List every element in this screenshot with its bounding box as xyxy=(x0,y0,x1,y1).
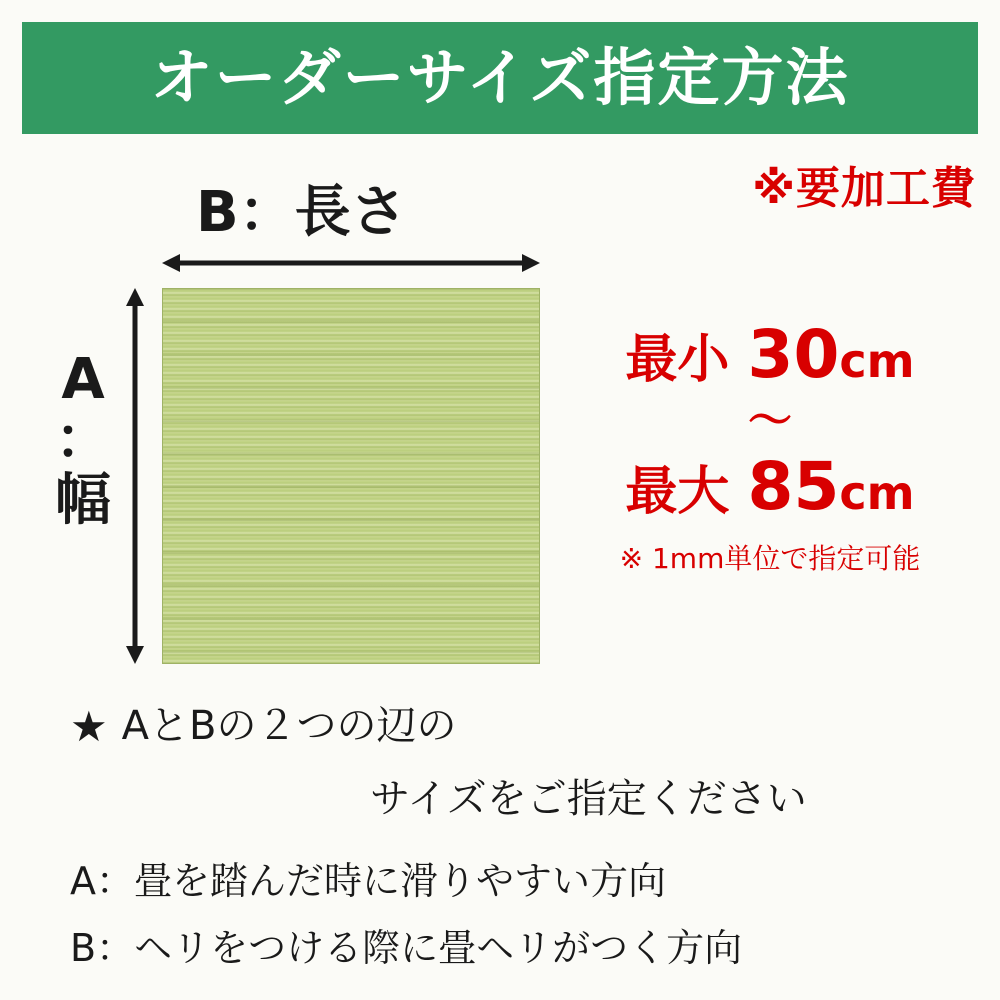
range-tilde: 〜 xyxy=(748,395,792,447)
star-icon: ★ xyxy=(70,702,108,751)
max-size-line xyxy=(560,448,980,526)
description-line-a: A：畳を踏んだ時に滑りやすい方向 xyxy=(70,859,666,903)
dimension-label-b: B：長さ xyxy=(196,180,407,245)
header-banner xyxy=(22,22,978,134)
min-size-label: 最小 xyxy=(625,330,730,390)
min-size-line xyxy=(560,316,980,393)
dimension-label-a-word: 幅 xyxy=(55,467,111,533)
description-block xyxy=(70,848,970,981)
tatami-mat-image xyxy=(162,288,540,664)
arrow-vertical-a-icon xyxy=(124,288,146,664)
max-size-label: 最大 xyxy=(625,462,730,523)
dimension-label-a-letter: A xyxy=(61,347,105,412)
max-size-unit: cm xyxy=(839,466,915,521)
description-line-b: B：ヘリをつける際に畳ヘリがつく方向 xyxy=(70,925,743,970)
page-title: オーダーサイズ指定方法 xyxy=(150,41,850,114)
min-size-value: 30 xyxy=(747,316,840,393)
instruction-text-2: サイズをご指定ください xyxy=(370,775,807,822)
size-spec-block xyxy=(560,316,980,577)
dimension-label-a-colon: ： xyxy=(55,407,111,473)
arrow-horizontal-b-icon xyxy=(162,252,540,274)
dimension-label-a xyxy=(48,347,118,533)
instruction-line-1 xyxy=(70,700,970,755)
min-size-unit: cm xyxy=(839,334,915,388)
processing-fee-note: ※要加工費 xyxy=(752,163,976,214)
instruction-block xyxy=(70,700,970,824)
size-precision-note: ※ 1mm単位で指定可能 xyxy=(619,542,921,576)
instruction-text-1: AとBの２つの辺の xyxy=(121,703,457,749)
max-size-value: 85 xyxy=(747,448,840,526)
